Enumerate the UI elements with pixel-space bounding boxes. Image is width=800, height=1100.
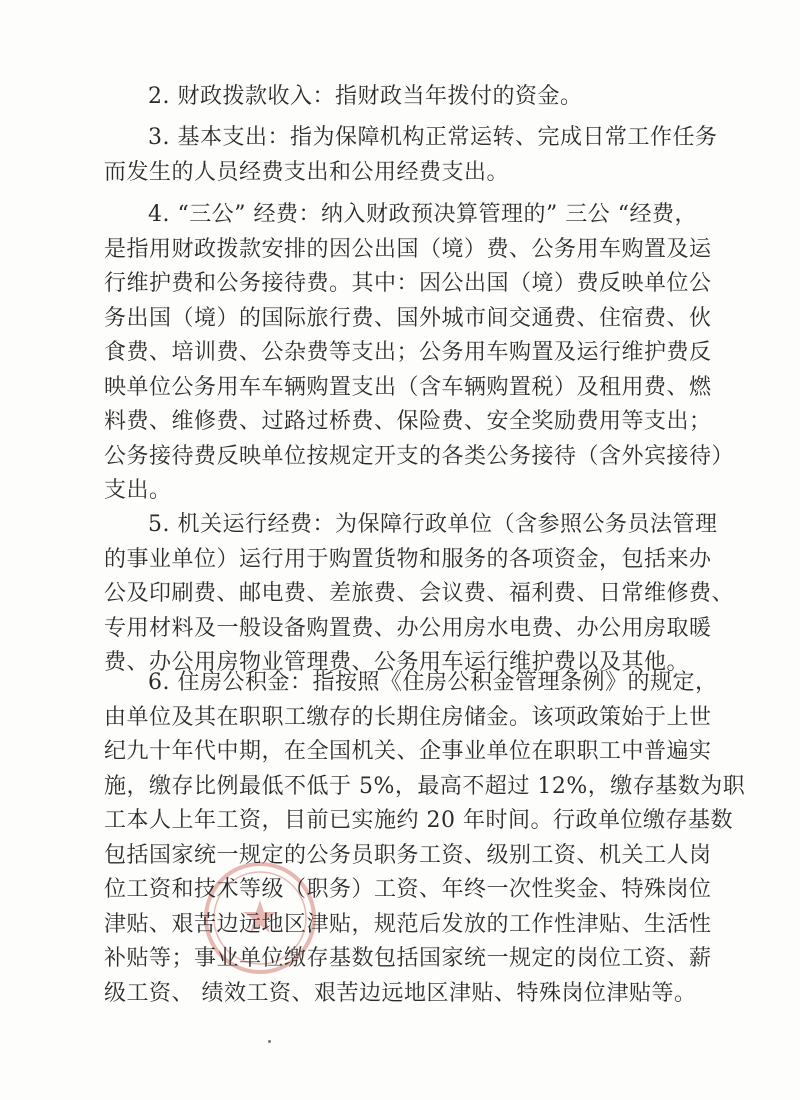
paragraph-p6-line: 6. 住房公积金：指按照《住房公积金管理条例》的规定， [148, 670, 718, 695]
paragraph-p3-line: 3. 基本支出：指为保障机构正常运转、完成日常工作任务 [148, 125, 718, 150]
paragraph-p6-line: 津贴、艰苦边远地区津贴，规范后发放的工作性津贴、生活性 [104, 911, 712, 937]
paragraph-p6-line: 由单位及其在职职工缴存的长期住房储金。该项政策始于上世 [104, 704, 712, 730]
paragraph-p5-line: 公及印刷费、邮电费、差旅费、会议费、福利费、日常维修费、 [104, 581, 735, 606]
paragraph-p4-line: 行维护费和公务接待费。其中：因公出国（境）费反映单位公 [104, 271, 712, 296]
paragraph-p6-line: 补贴等；事业单位缴存基数包括国家统一规定的岗位工资、薪 [104, 946, 712, 971]
paragraph-p6-line: 工本人上年工资，目前已实施约 20 年时间。行政单位缴存基数 [104, 808, 733, 833]
paragraph-p4-line: 食费、培训费、公杂费等支出；公务用车购置及运行维护费反 [104, 340, 712, 365]
paragraph-p5-line: 5. 机关运行经费：为保障行政单位（含参照公务员法管理 [148, 512, 718, 537]
paragraph-p5-line: 专用材料及一般设备购置费、办公用房水电费、办公用房取暖 [104, 615, 712, 641]
paragraph-p5-line: 的事业单位）运行用于购置货物和服务的各项资金，包括来办 [104, 546, 712, 572]
paragraph-p6-line: 施，缴存比例最低不低于 5%，最高不超过 12%，缴存基数为职 [104, 773, 746, 799]
paragraph-p6-line: 位工资和技术等级（职务）工资、年终一次性奖金、特殊岗位 [104, 877, 712, 902]
paragraph-p5-line: 费、办公用房物业管理费、公务用车运行维护费以及其他。 [104, 650, 690, 675]
paragraph-p6-line: 包括国家统一规定的公务员职务工资、级别工资、机关工人岗 [104, 842, 712, 868]
paragraph-p4-line: 映单位公务用车车辆购置支出（含车辆购置税）及租用费、燃 [104, 374, 712, 400]
paragraph-p4-line: 支出。 [104, 478, 172, 503]
paragraph-p3-line: 而发生的人员经费支出和公用经费支出。 [104, 159, 510, 185]
paragraph-p4-line: 是指用财政拨款安排的因公出国（境）费、公务用车购置及运 [104, 236, 712, 262]
paragraph-p6-line: 纪九十年代中期，在全国机关、企事业单位在职职工中普遍实 [104, 739, 712, 764]
paragraph-p4-line: 务出国（境）的国际旅行费、国外城市间交通费、住宿费、伙 [104, 305, 712, 331]
paragraph-p6-line: 级工资、 绩效工资、艰苦边远地区津贴、特殊岗位津贴等。 [104, 980, 697, 1006]
paragraph-p2-line: 2. 财政拨款收入：指财政当年拨付的资金。 [148, 84, 583, 109]
paragraph-p4-line: 4. “三公” 经费：纳入财政预决算管理的” 三公 “经费， [148, 202, 697, 227]
paragraph-p4-line: 公务接待费反映单位按规定开支的各类公务接待（含外宾接待） [104, 443, 735, 469]
paragraph-p4-line: 料费、维修费、过路过桥费、保险费、安全奖励费用等支出； [104, 409, 712, 434]
scan-dot [268, 1040, 271, 1043]
